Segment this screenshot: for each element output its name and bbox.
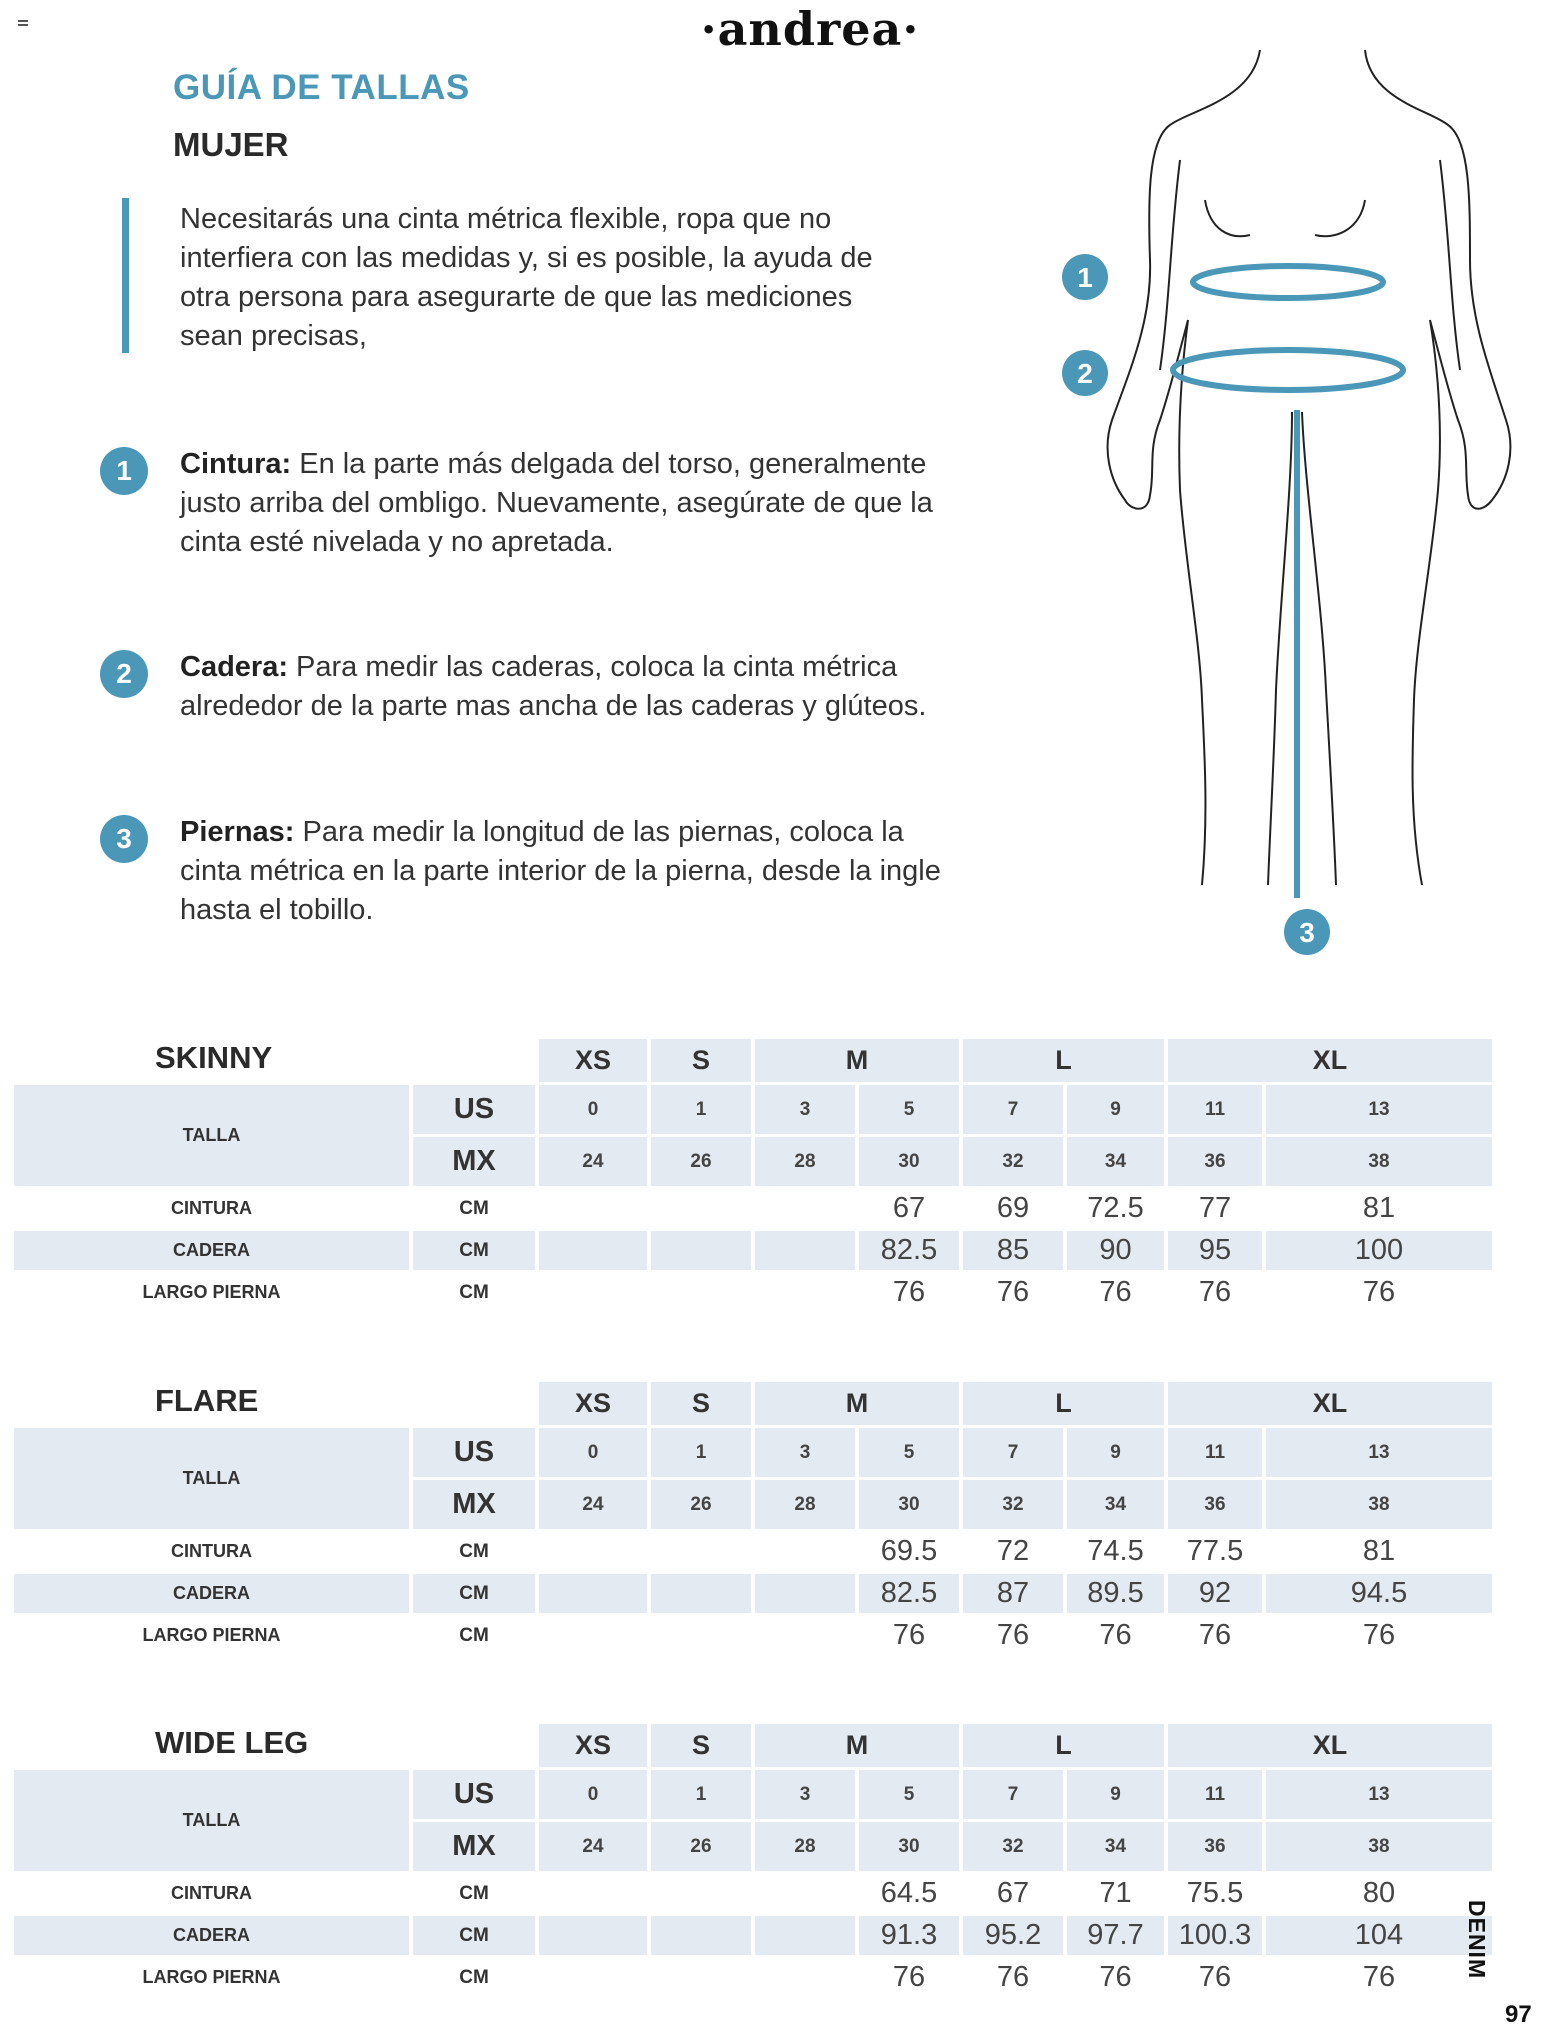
unit-label: CM <box>459 1882 489 1904</box>
step-number-badge: 3 <box>100 815 148 863</box>
cadera-label: CADERA <box>14 1916 409 1955</box>
step-description: Para medir las caderas, coloca la cinta métrica alrededor de la parte mas ancha de las caderas y glúteos. <box>180 651 927 722</box>
mx-size: 34 <box>1067 1137 1164 1186</box>
mx-size: 26 <box>651 1480 751 1529</box>
marker-2 <box>1062 350 1108 396</box>
cadera-value: 94.5 <box>1266 1574 1492 1613</box>
talla-label: TALLA <box>14 1085 409 1186</box>
cintura-label: CINTURA <box>171 1198 252 1218</box>
largo-value: 76 <box>1198 1961 1232 1993</box>
cadera-value: 100.3 <box>1168 1916 1262 1955</box>
cintura-value: 77 <box>1198 1192 1232 1224</box>
size-header-l: L <box>963 1039 1164 1082</box>
cadera-value: 89.5 <box>1067 1574 1164 1613</box>
largo-value: 76 <box>892 1276 926 1308</box>
cadera-value: 95 <box>1168 1231 1262 1270</box>
largo-value: 76 <box>1362 1276 1396 1308</box>
body-inner-leg-2 <box>1302 412 1336 885</box>
size-header-s: S <box>651 1382 751 1425</box>
mx-size: 30 <box>859 1137 959 1186</box>
mx-size: 38 <box>1266 1822 1492 1871</box>
mx-label: MX <box>413 1822 535 1871</box>
mx-size: 38 <box>1266 1137 1492 1186</box>
us-size: 5 <box>859 1085 959 1134</box>
us-size: 9 <box>1067 1085 1164 1134</box>
mx-size: 28 <box>755 1822 855 1871</box>
size-header-l: L <box>963 1382 1164 1425</box>
cintura-value: 74.5 <box>1087 1535 1144 1567</box>
mx-size: 36 <box>1168 1480 1262 1529</box>
us-size: 5 <box>859 1428 959 1477</box>
mx-size: 30 <box>859 1480 959 1529</box>
cintura-value: 69.5 <box>880 1535 938 1567</box>
step-label: Piernas: <box>180 816 295 848</box>
mx-label: MX <box>413 1137 535 1186</box>
cadera-value: 97.7 <box>1067 1916 1164 1955</box>
unit-label: CM <box>459 1966 489 1988</box>
us-size: 3 <box>755 1770 855 1819</box>
body-inner-leg <box>1268 412 1292 885</box>
cintura-value: 72 <box>996 1535 1030 1567</box>
size-header-m: M <box>755 1724 959 1767</box>
mx-size: 26 <box>651 1137 751 1186</box>
step-text <box>180 648 960 726</box>
unit-label: CM <box>413 1231 535 1270</box>
largo-value: 76 <box>1362 1619 1396 1651</box>
cadera-value: 82.5 <box>859 1231 959 1270</box>
cintura-value: 81 <box>1362 1192 1396 1224</box>
cadera-value: 95.2 <box>963 1916 1063 1955</box>
size-table-wide-leg <box>10 1721 1496 2000</box>
cintura-value: 81 <box>1362 1535 1396 1567</box>
talla-label: TALLA <box>14 1770 409 1871</box>
mx-size: 34 <box>1067 1480 1164 1529</box>
size-table-flare <box>10 1379 1496 1658</box>
body-measurement-illustration <box>1030 40 1550 980</box>
mx-size: 26 <box>651 1822 751 1871</box>
page-title: GUÍA DE TALLAS <box>173 68 470 107</box>
cadera-value: 91.3 <box>859 1916 959 1955</box>
us-size: 1 <box>651 1428 751 1477</box>
cintura-value: 71 <box>1099 1877 1132 1909</box>
step-description: En la parte más delgada del torso, generalmente justo arriba del ombligo. Nuevamente, asegúrate de que la cinta esté nivelada y no apretada. <box>180 448 933 558</box>
size-header-s: S <box>651 1724 751 1767</box>
largo-value: 76 <box>892 1619 926 1651</box>
size-header-m: M <box>755 1039 959 1082</box>
marker-1 <box>1062 254 1108 300</box>
size-header-m: M <box>755 1382 959 1425</box>
us-label: US <box>413 1770 535 1819</box>
mx-size: 28 <box>755 1480 855 1529</box>
mx-size: 30 <box>859 1822 959 1871</box>
mx-size: 34 <box>1067 1822 1164 1871</box>
cadera-value: 90 <box>1067 1231 1164 1270</box>
us-size: 7 <box>963 1770 1063 1819</box>
us-size: 1 <box>651 1085 751 1134</box>
us-size: 9 <box>1067 1428 1164 1477</box>
unit-label: CM <box>413 1574 535 1613</box>
cadera-label: CADERA <box>14 1231 409 1270</box>
body-outline-right <box>1365 50 1510 885</box>
us-size: 13 <box>1266 1085 1492 1134</box>
cintura-value: 75.5 <box>1186 1877 1244 1909</box>
largo-value: 76 <box>1099 1619 1132 1651</box>
unit-label: CM <box>459 1281 489 1303</box>
size-table-skinny <box>10 1036 1496 1315</box>
arm-line-left <box>1160 160 1180 370</box>
cadera-label: CADERA <box>14 1574 409 1613</box>
largo-value: 76 <box>1099 1961 1132 1993</box>
step-text <box>180 445 960 562</box>
marker-1-label: 1 <box>1077 262 1093 293</box>
mx-size: 28 <box>755 1137 855 1186</box>
size-header-xs: XS <box>539 1724 647 1767</box>
page-number: 97 <box>1505 2001 1532 2028</box>
us-size: 7 <box>963 1085 1063 1134</box>
marker-2-label: 2 <box>1077 358 1093 389</box>
us-size: 7 <box>963 1428 1063 1477</box>
cintura-value: 67 <box>892 1192 926 1224</box>
step-text <box>180 813 960 930</box>
us-label: US <box>413 1428 535 1477</box>
us-size: 11 <box>1168 1770 1262 1819</box>
mx-size: 24 <box>539 1480 647 1529</box>
cintura-value: 77.5 <box>1186 1535 1244 1567</box>
largo-value: 76 <box>996 1961 1030 1993</box>
cadera-value: 87 <box>963 1574 1063 1613</box>
mx-size: 36 <box>1168 1822 1262 1871</box>
page-subtitle: MUJER <box>173 126 289 163</box>
largo-value: 76 <box>1198 1276 1232 1308</box>
intro-text: Necesitarás una cinta métrica flexible, ropa que no interfiera con las medidas y, si es posible, la ayuda de otra persona para asegurarte de que las mediciones sean precisas, <box>180 203 873 352</box>
us-size: 3 <box>755 1428 855 1477</box>
mx-label: MX <box>413 1480 535 1529</box>
step-label: Cadera: <box>180 651 288 683</box>
cintura-value: 64.5 <box>880 1877 938 1909</box>
largo-value: 76 <box>1198 1619 1232 1651</box>
largo-value: 76 <box>1362 1961 1396 1993</box>
hip-tape <box>1173 350 1403 390</box>
unit-label: CM <box>459 1197 489 1219</box>
largo-label: LARGO PIERNA <box>142 1967 281 1987</box>
cadera-value: 100 <box>1266 1231 1492 1270</box>
talla-label: TALLA <box>14 1428 409 1529</box>
marker-3 <box>1284 909 1330 955</box>
size-header-xs: XS <box>539 1382 647 1425</box>
us-size: 9 <box>1067 1770 1164 1819</box>
us-size: 1 <box>651 1770 751 1819</box>
us-size: 11 <box>1168 1085 1262 1134</box>
step-label: Cintura: <box>180 448 292 480</box>
us-size: 13 <box>1266 1770 1492 1819</box>
waist-tape <box>1193 266 1383 298</box>
arm-line-right <box>1440 160 1460 370</box>
cintura-label: CINTURA <box>171 1541 252 1561</box>
largo-label: LARGO PIERNA <box>142 1282 281 1302</box>
mx-size: 32 <box>963 1137 1063 1186</box>
mx-size: 24 <box>539 1137 647 1186</box>
largo-label: LARGO PIERNA <box>142 1625 281 1645</box>
unit-label: CM <box>459 1540 489 1562</box>
cadera-value: 92 <box>1168 1574 1262 1613</box>
menu-icon[interactable] <box>18 20 28 28</box>
cadera-value: 82.5 <box>859 1574 959 1613</box>
size-header-xl: XL <box>1168 1382 1492 1425</box>
size-header-l: L <box>963 1724 1164 1767</box>
unit-label: CM <box>413 1916 535 1955</box>
largo-value: 76 <box>996 1276 1030 1308</box>
unit-label: CM <box>459 1624 489 1646</box>
size-header-s: S <box>651 1039 751 1082</box>
cadera-value: 104 <box>1266 1916 1492 1955</box>
us-size: 0 <box>539 1428 647 1477</box>
side-section-label: DENIM <box>1464 1900 1490 1980</box>
step-description: Para medir la longitud de las piernas, coloca la cinta métrica en la parte interior de la pierna, desde la ingle hasta el tobillo. <box>180 816 941 926</box>
marker-3-label: 3 <box>1299 917 1315 948</box>
body-outline-left <box>1108 50 1260 885</box>
step-number-badge: 2 <box>100 650 148 698</box>
size-header-xl: XL <box>1168 1039 1492 1082</box>
cintura-label: CINTURA <box>171 1883 252 1903</box>
mx-size: 32 <box>963 1480 1063 1529</box>
largo-value: 76 <box>1099 1276 1132 1308</box>
mx-size: 36 <box>1168 1137 1262 1186</box>
table-title-flare: FLARE <box>155 1383 259 1418</box>
us-size: 3 <box>755 1085 855 1134</box>
intro-accent-bar <box>122 198 129 353</box>
size-header-xs: XS <box>539 1039 647 1082</box>
us-size: 5 <box>859 1770 959 1819</box>
us-size: 0 <box>539 1085 647 1134</box>
cadera-value: 85 <box>963 1231 1063 1270</box>
us-size: 0 <box>539 1770 647 1819</box>
size-header-xl: XL <box>1168 1724 1492 1767</box>
largo-value: 76 <box>996 1619 1030 1651</box>
bust-line <box>1205 200 1365 236</box>
cintura-value: 80 <box>1362 1877 1396 1909</box>
cintura-value: 67 <box>996 1877 1030 1909</box>
brand-logo: ·andrea· <box>700 2 920 56</box>
us-size: 13 <box>1266 1428 1492 1477</box>
mx-size: 32 <box>963 1822 1063 1871</box>
us-size: 11 <box>1168 1428 1262 1477</box>
cintura-value: 72.5 <box>1087 1192 1144 1224</box>
step-number-badge: 1 <box>100 447 148 495</box>
table-title-wide-leg: WIDE LEG <box>155 1725 309 1760</box>
us-label: US <box>413 1085 535 1134</box>
mx-size: 38 <box>1266 1480 1492 1529</box>
largo-value: 76 <box>892 1961 926 1993</box>
table-title-skinny: SKINNY <box>155 1040 273 1075</box>
mx-size: 24 <box>539 1822 647 1871</box>
cintura-value: 69 <box>996 1192 1030 1224</box>
